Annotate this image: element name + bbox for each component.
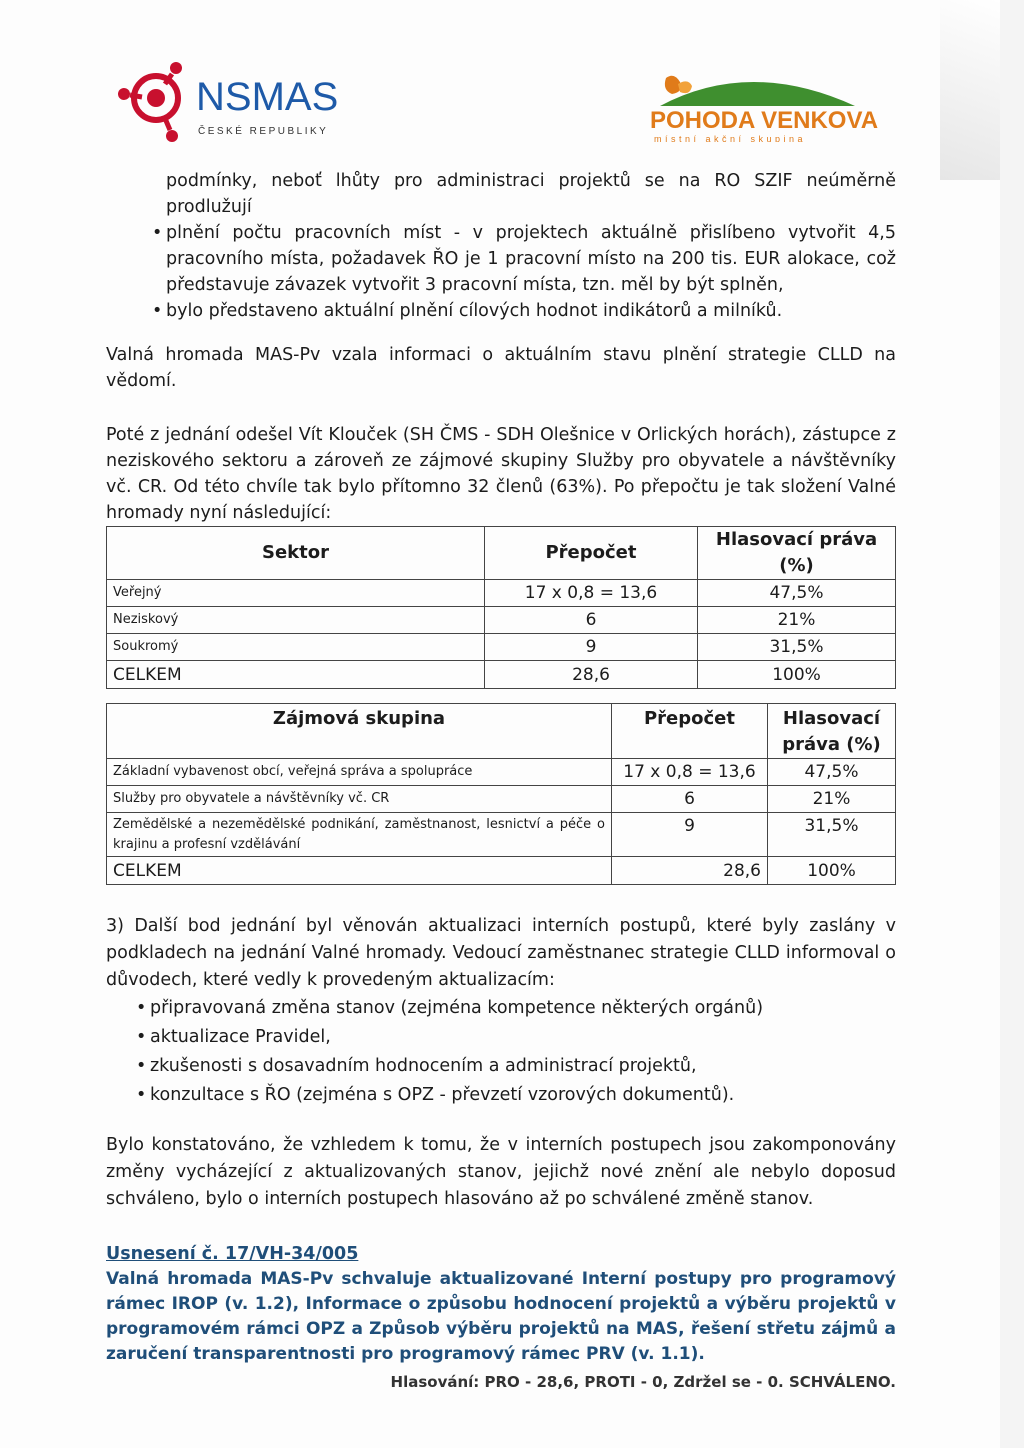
table-cell: 17 x 0,8 = 13,6 [485, 580, 698, 607]
nsmas-logo-text: NSMAS [196, 75, 339, 119]
table-cell: 17 x 0,8 = 13,6 [612, 759, 768, 786]
table-header-cell: Přepočet [485, 527, 698, 580]
table-row [107, 813, 896, 857]
table-row [107, 661, 896, 689]
table-cell: Služby pro obyvatele a návštěvníky vč. CR [107, 786, 612, 813]
table-cell: CELKEM [107, 661, 485, 689]
list-item: • připravovaná změna stanov (zejména kompetence některých orgánů) [106, 994, 896, 1023]
table-cell: Zemědělské a nezemědělské podnikání, zaměstnanost, lesnictví a péče o krajinu a profesní vzdělávání [107, 813, 612, 857]
paragraph-item3: 3) Další bod jednání byl věnován aktualizaci interních postupů, které byly zaslány v podkladech na jednání Valné hromady. Vedoucí zaměstnanec strategie CLLD informoval o důvodech, které vedly k provedeným aktualizacím: [106, 916, 896, 990]
table-row [107, 857, 896, 885]
intro-bullet-list [122, 220, 896, 324]
table-cell: 21% [698, 607, 896, 634]
interest-group-table [106, 703, 896, 885]
table-row [107, 759, 896, 786]
pohoda-venkova-logo [640, 62, 880, 142]
list-item: • zkušenosti s dosavadním hodnocením a administrací projektů, [106, 1052, 896, 1081]
table-header-cell: Přepočet [612, 704, 768, 759]
page-fold [940, 0, 1000, 180]
pohoda-logo-text: POHODA VENKOVA [650, 107, 879, 134]
list-item: • aktualizace Pravidel, [106, 1023, 896, 1052]
table-cell: 100% [698, 661, 896, 689]
resolution-text: Valná hromada MAS-Pv schvaluje aktualizované Interní postupy pro programový rámec IROP (v. 1.2), Informace o způsobu hodnocení projektů a výběru projektů v programovém rámci OPZ a Způsob výběru projektů na MAS, řešení střetu zájmů a zaručení transparentnosti pro programový rámec PRV (v. 1.1). [106, 1269, 896, 1364]
table-cell: 9 [485, 634, 698, 661]
table-cell: Neziskový [107, 607, 485, 634]
vote-result: Hlasování: PRO - 28,6, PROTI - 0, Zdržel se - 0. SCHVÁLENO. [390, 1373, 896, 1391]
table-cell: 6 [485, 607, 698, 634]
list-item: • bylo představeno aktuální plnění cílových hodnot indikátorů a milníků. [122, 298, 896, 324]
table-header-row [107, 527, 896, 580]
table-header-cell: Sektor [107, 527, 485, 580]
table-cell: 21% [768, 786, 896, 813]
table-cell: 31,5% [698, 634, 896, 661]
table-row [107, 634, 896, 661]
nsmas-logo-subtitle: ČESKÉ REPUBLIKY [198, 126, 329, 137]
paragraph-info: Valná hromada MAS-Pv vzala informaci o aktuálním stavu plnění strategie CLLD na vědomí. [106, 345, 896, 391]
table-cell: Soukromý [107, 634, 485, 661]
document-body [106, 168, 896, 1395]
paragraph-departure: Poté z jednání odešel Vít Klouček (SH ČMS - SDH Olešnice v Orlických horách), zástupce z neziskového sektoru a zároveň ze zájmové skupiny Služby pro obyvatele a návštěvníky vč. CR. Od této chvíle tak bylo přítomno 32 členů (63%). Po přepočtu je tak složení Valné hromady nyní následující: [106, 425, 896, 523]
resolution-block [106, 1241, 896, 1367]
table-header-row [107, 704, 896, 759]
table-header-cell: Zájmová skupina [107, 704, 612, 759]
nsmas-logo [110, 58, 350, 148]
table-row [107, 786, 896, 813]
table-cell: 47,5% [768, 759, 896, 786]
paragraph-conclusion: Bylo konstatováno, že vzhledem k tomu, že v interních postupech jsou zakomponovány změny vycházející z aktualizovaných stanov, jejichž nové znění ale nebylo doposud schváleno, bylo o interních postupech hlasováno až po schválené změně stanov. [106, 1135, 896, 1209]
resolution-title: Usnesení č. 17/VH-34/005 [106, 1244, 359, 1264]
table-cell: 47,5% [698, 580, 896, 607]
list-item: • plnění počtu pracovních míst - v projektech aktuálně přislíbeno vytvořit 4,5 pracovního místa, požadavek ŘO je 1 pracovní místo na 200 tis. EUR alokace, což představuje závazek vytvořit 3 pracovní místa, tzn. měl by být splněn, [122, 220, 896, 298]
table-cell: Veřejný [107, 580, 485, 607]
intro-continuation: podmínky, neboť lhůty pro administraci projektů se na RO SZIF neúměrně prodlužují [166, 171, 896, 217]
table-row [107, 580, 896, 607]
table-cell: Základní vybavenost obcí, veřejná správa a spolupráce [107, 759, 612, 786]
table-cell: 100% [768, 857, 896, 885]
table-cell: CELKEM [107, 857, 612, 885]
pohoda-venkova-logo-mark [640, 62, 880, 142]
table-header-cell: Hlasovací práva (%) [768, 704, 896, 759]
table-cell: 6 [612, 786, 768, 813]
nsmas-logo-mark [110, 58, 350, 148]
table-cell: 28,6 [612, 857, 768, 885]
pohoda-logo-subtitle: místní akční skupina [654, 134, 807, 142]
table-header-cell: Hlasovací práva (%) [698, 527, 896, 580]
sector-table [106, 526, 896, 689]
table-cell: 31,5% [768, 813, 896, 857]
table-cell: 28,6 [485, 661, 698, 689]
list-item: • konzultace s ŘO (zejména s OPZ - převzetí vzorových dokumentů). [106, 1081, 896, 1110]
table-row [107, 607, 896, 634]
table-cell: 9 [612, 813, 768, 857]
item3-bullet-list [106, 994, 896, 1110]
